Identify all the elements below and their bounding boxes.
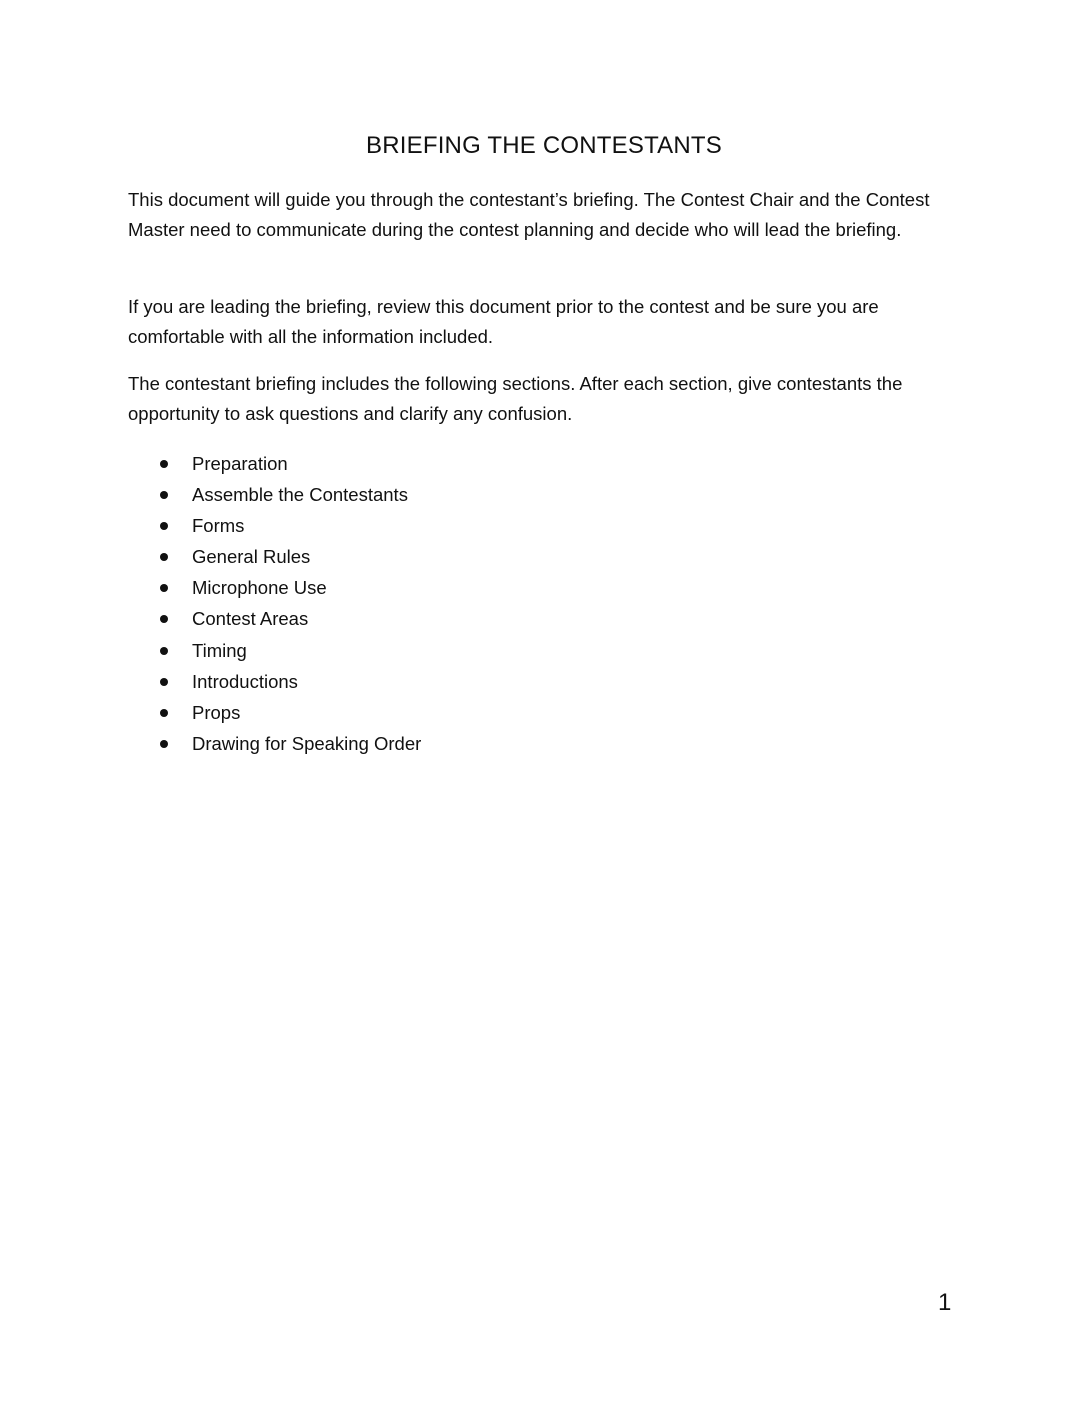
list-item — [160, 510, 421, 541]
list-item — [160, 448, 421, 479]
list-item — [160, 666, 421, 697]
list-item-label: Props — [192, 701, 241, 723]
list-item — [160, 603, 421, 634]
list-item — [160, 728, 421, 759]
bullet-icon — [160, 740, 168, 748]
list-item-label: Microphone Use — [192, 577, 327, 599]
bullet-icon — [160, 491, 168, 499]
bullet-icon — [160, 522, 168, 530]
list-item — [160, 635, 421, 666]
list-item — [160, 697, 421, 728]
list-item-label: General Rules — [192, 546, 311, 568]
sections-list — [160, 448, 421, 759]
list-item-label: Contest Areas — [192, 608, 309, 630]
bullet-icon — [160, 460, 168, 468]
list-item-label: Forms — [192, 515, 245, 537]
list-item-label: Timing — [192, 639, 247, 661]
intro-paragraph: This document will guide you through the contestant’s briefing. The Contest Chair and the Contest Master need to communicate during the contest planning and decide who will lead the briefing. — [128, 189, 930, 240]
review-paragraph: If you are leading the briefing, review this document prior to the contest and be sure you are comfortable with all the information included. — [128, 296, 879, 347]
list-item-label: Introductions — [192, 670, 298, 692]
bullet-icon — [160, 678, 168, 686]
bullet-icon — [160, 584, 168, 592]
list-item-label: Drawing for Speaking Order — [192, 732, 422, 754]
list-item — [160, 541, 421, 572]
list-item-label: Assemble the Contestants — [192, 484, 408, 506]
sections-paragraph: The contestant briefing includes the following sections. After each section, give contestants the opportunity to ask questions and clarify any confusion. — [128, 373, 903, 424]
page-title: BRIEFING THE CONTESTANTS — [366, 132, 722, 159]
bullet-icon — [160, 553, 168, 561]
list-item — [160, 572, 421, 603]
list-item — [160, 479, 421, 510]
list-item-label: Preparation — [192, 453, 288, 474]
bullet-icon — [160, 647, 168, 655]
page-number: 1 — [938, 1289, 952, 1316]
bullet-icon — [160, 615, 168, 623]
bullet-icon — [160, 709, 168, 717]
